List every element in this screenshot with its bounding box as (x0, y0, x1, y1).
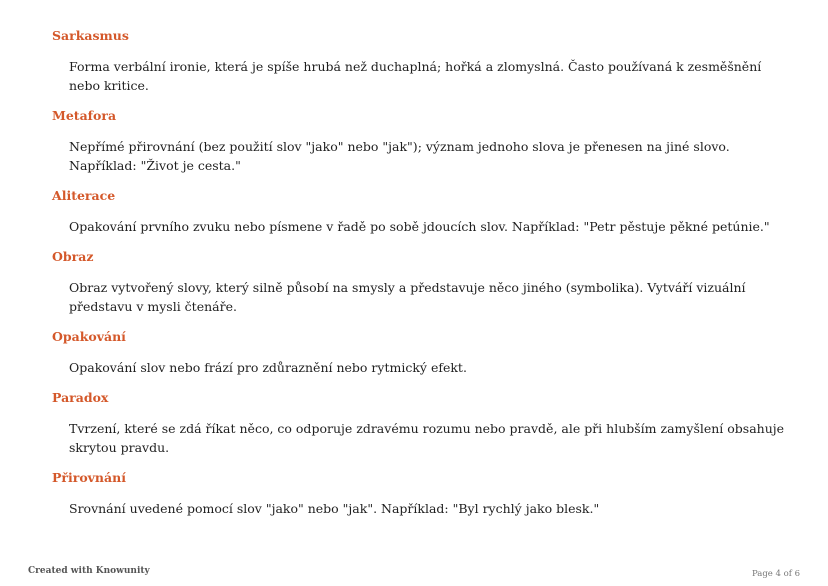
term-definition: Forma verbální ironie, která je spíše hrubá než duchaplná; hořká a zlomyslná. Často používaná k zesměšnění nebo kritice. (69, 59, 762, 93)
glossary-entry-metafora (52, 107, 792, 175)
glossary-entry-obraz (52, 248, 792, 316)
glossary-entry-paradox (52, 389, 792, 457)
term-definition: Opakování slov nebo frází pro zdůraznění nebo rytmický efekt. (69, 360, 467, 375)
term-heading: Paradox (52, 390, 109, 405)
term-heading: Aliterace (52, 188, 116, 203)
term-definition: Tvrzení, které se zdá říkat něco, co odporuje zdravému rozumu nebo pravdě, ale při hlubším zamyšlení obsahuje skrytou pravdu. (69, 421, 785, 455)
footer-credit: Created with Knowunity (28, 566, 150, 576)
term-heading: Metafora (52, 108, 117, 123)
term-definition: Obraz vytvořený slovy, který silně působí na smysly a představuje něco jiného (symbolika). Vytváří vizuální představu v mysli čtenáře. (69, 280, 746, 314)
term-heading: Přirovnání (52, 470, 126, 485)
glossary (52, 27, 792, 530)
term-definition: Nepřímé přirovnání (bez použití slov "jako" nebo "jak"); význam jednoho slova je přenesen na jiné slovo. Například: "Život je cesta." (69, 139, 730, 173)
glossary-entry-opakovani (52, 328, 792, 377)
term-definition: Srovnání uvedené pomocí slov "jako" nebo "jak". Například: "Byl rychlý jako blesk." (69, 501, 600, 516)
term-definition: Opakování prvního zvuku nebo písmene v řadě po sobě jdoucích slov. Například: "Petr pěstuje pěkné petúnie." (69, 219, 770, 234)
page-number: Page 4 of 6 (751, 569, 800, 579)
term-heading: Opakování (52, 329, 126, 344)
glossary-entry-aliterace (52, 187, 792, 236)
term-heading: Sarkasmus (52, 28, 129, 43)
glossary-entry-prirovnani (52, 469, 792, 518)
term-heading: Obraz (52, 249, 94, 264)
glossary-entry-sarkasmus (52, 27, 792, 95)
